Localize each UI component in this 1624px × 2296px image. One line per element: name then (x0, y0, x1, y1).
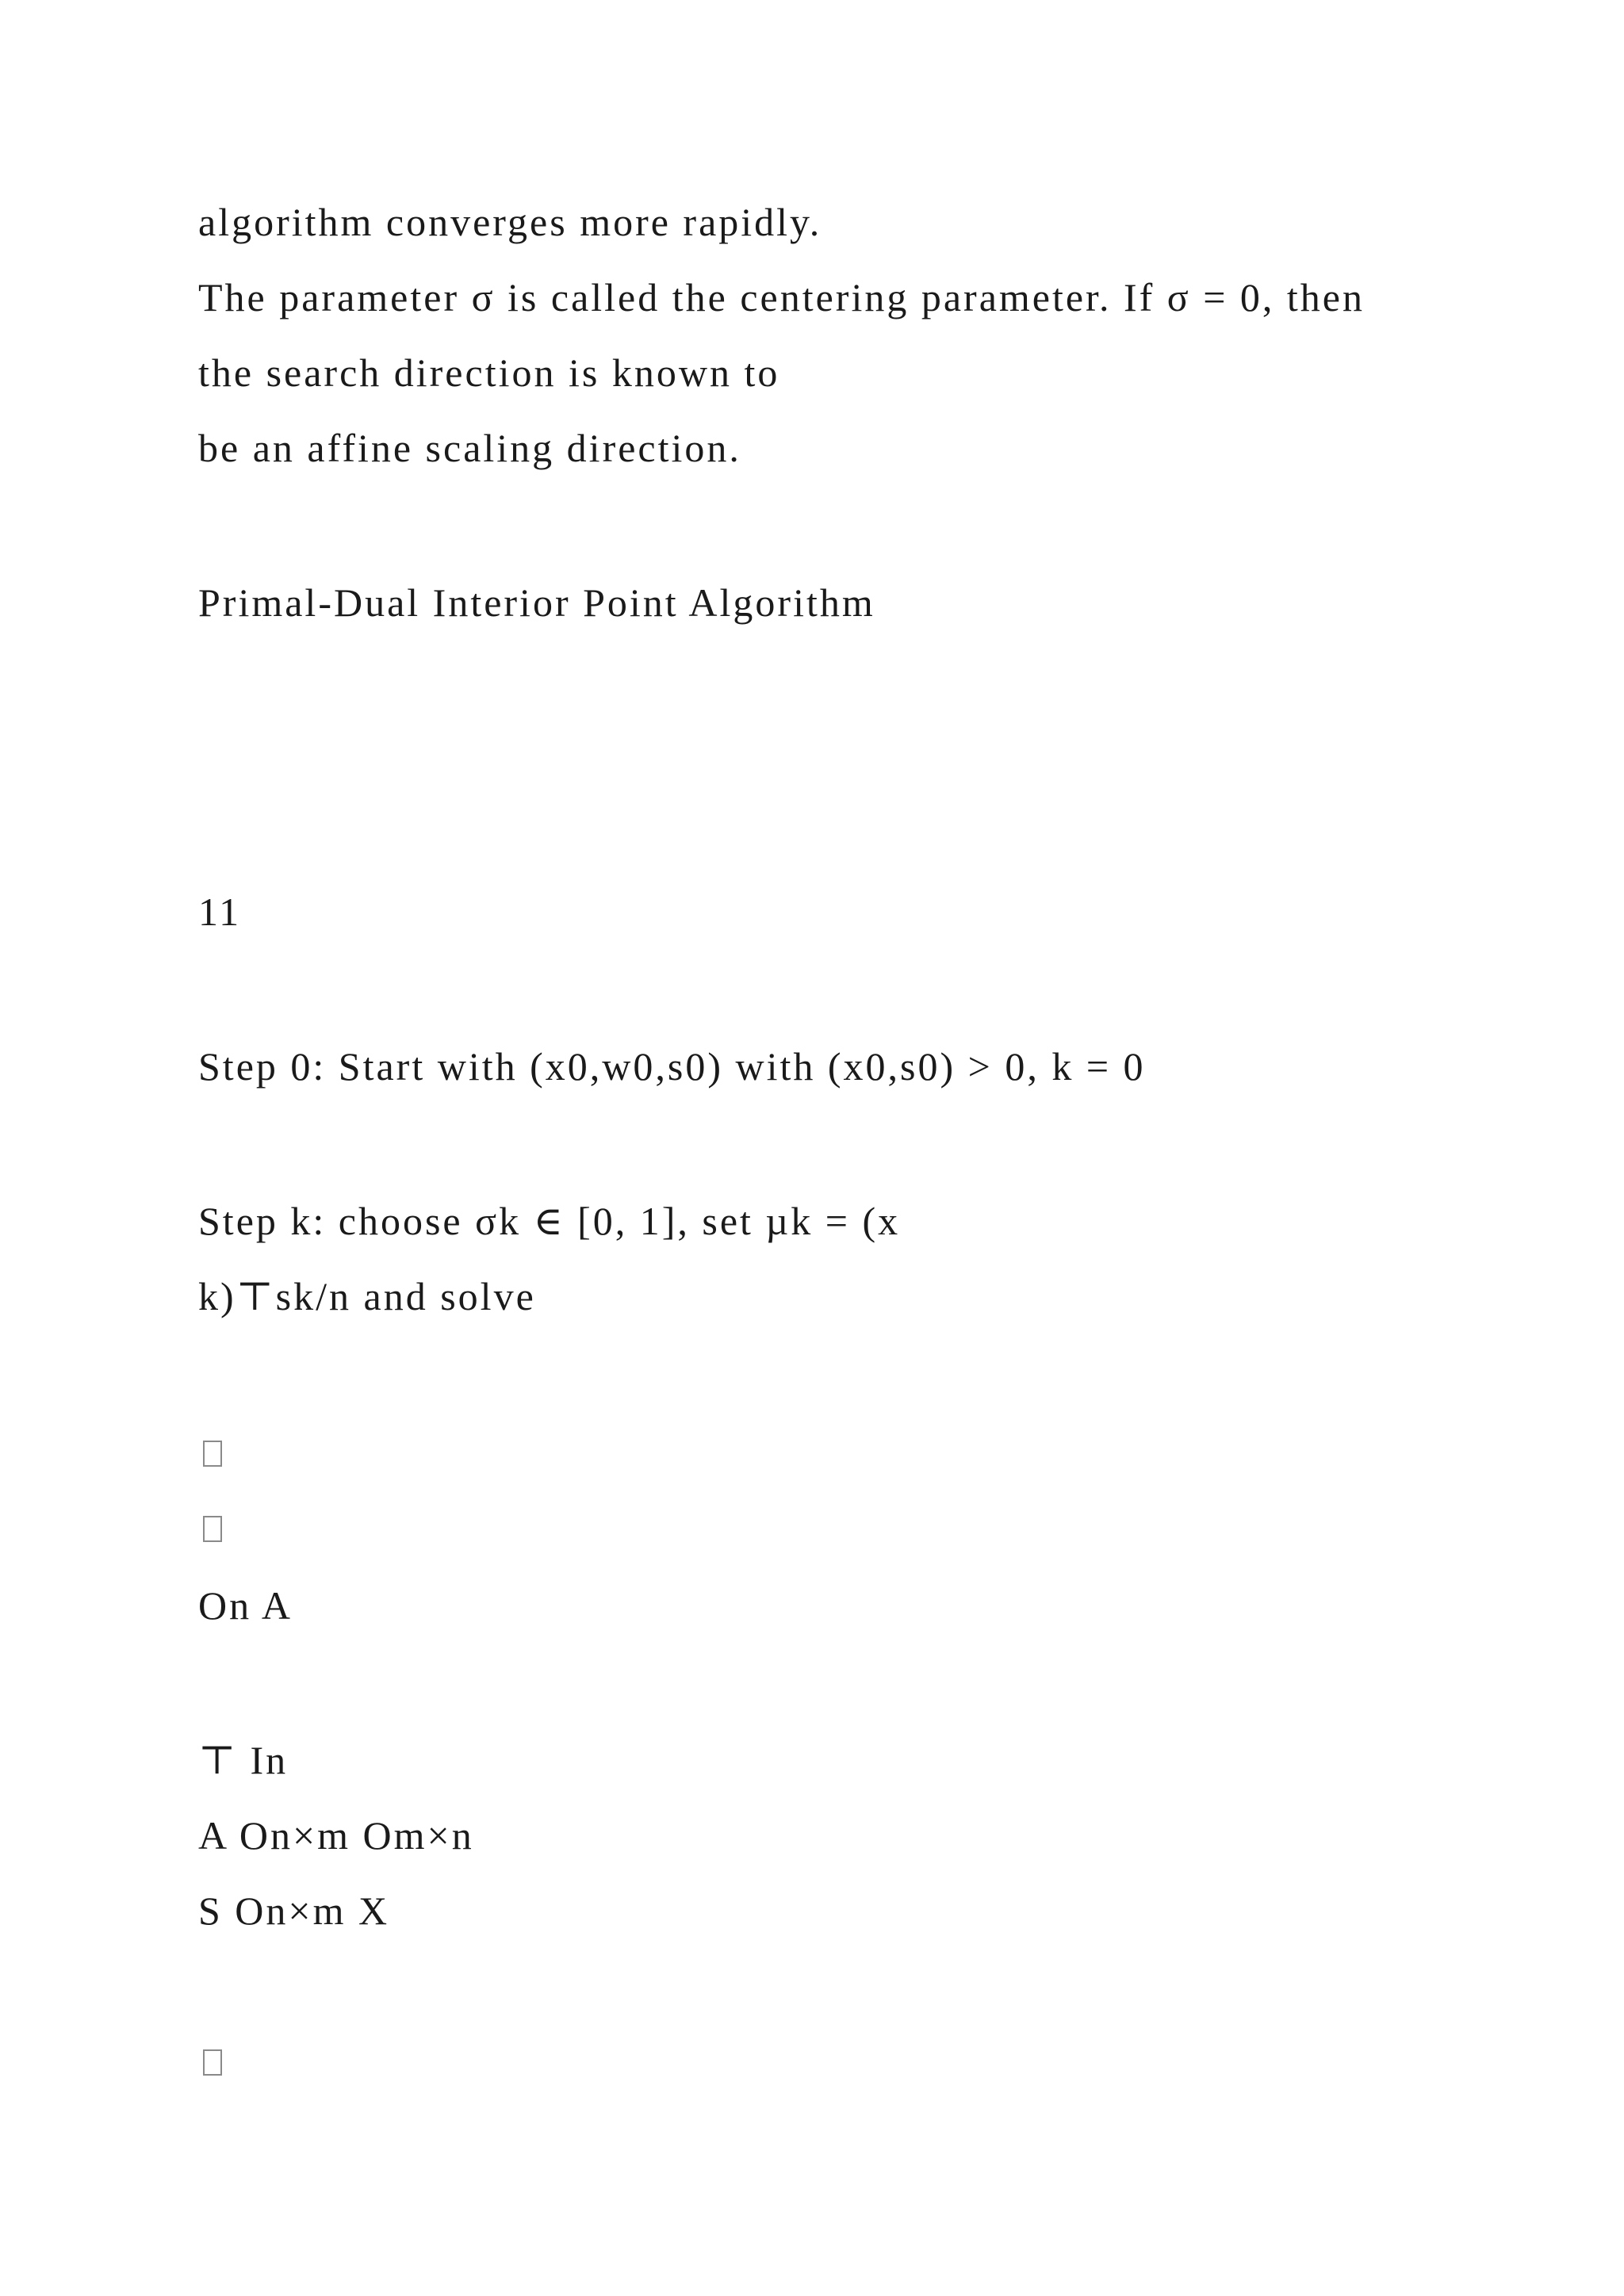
section-heading: Primal-Dual Interior Point Algorithm (198, 580, 875, 625)
missing-glyph-icon (203, 1441, 222, 1467)
text-line-1: algorithm converges more rapidly. (198, 200, 822, 244)
step-0-line: Step 0: Start with (x0,w0,s0) with (x0,s0) > 0, k = 0 (198, 1044, 1146, 1089)
text-line-2: The parameter σ is called the centering parameter. If σ = 0, then (198, 275, 1365, 320)
step-k-line: Step k: choose σk ∈ [0, 1], set µk = (x (198, 1199, 901, 1243)
step-k-continuation: k)⊤sk/n and solve (198, 1274, 536, 1318)
matrix-line-3: A On×m Om×n (198, 1813, 474, 1858)
matrix-line-2: ⊤ In (198, 1738, 289, 1782)
matrix-line-4: S On×m X (198, 1888, 390, 1933)
text-line-3: the search direction is known to (198, 350, 780, 395)
missing-glyph-icon (203, 2049, 222, 2076)
page-number: 11 (198, 890, 242, 934)
text-line-4: be an affine scaling direction. (198, 426, 741, 470)
matrix-line-1: On A (198, 1583, 293, 1628)
missing-glyph-icon (203, 1516, 222, 1542)
